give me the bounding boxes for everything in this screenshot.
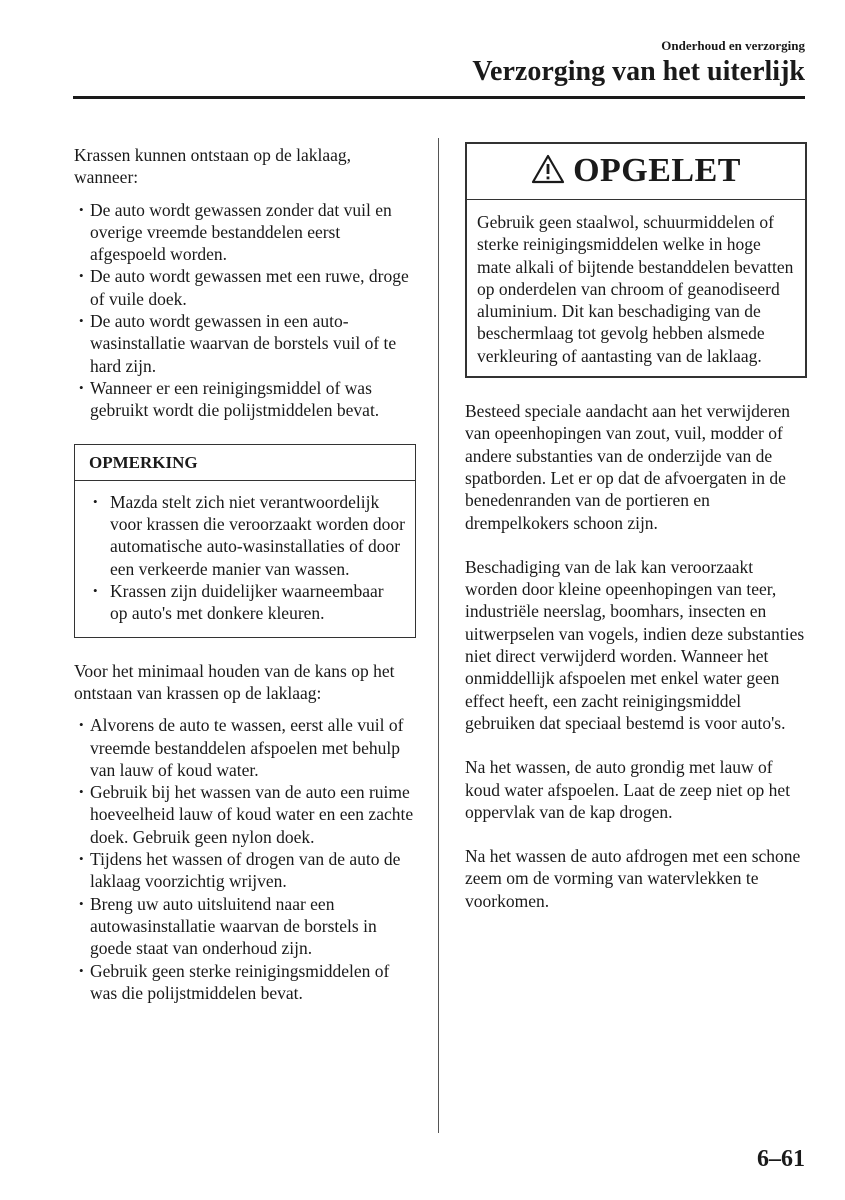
column-divider bbox=[438, 138, 439, 1133]
note-body bbox=[75, 481, 415, 637]
right-column bbox=[465, 142, 807, 912]
header-rule bbox=[73, 96, 805, 99]
list-item: • Gebruik bij het wassen van de auto een ruime hoeveelheid lauw of koud water en een zachte doek. Gebruik geen nylon doek. bbox=[74, 781, 416, 848]
list-item: • Wanneer er een reinigingsmiddel of was gebruikt wordt die polijstmiddelen bevat. bbox=[74, 377, 416, 422]
prevention-list bbox=[74, 714, 416, 1004]
section-label: Onderhoud en verzorging bbox=[661, 38, 805, 53]
list-item: • De auto wordt gewassen in een autowasinstallatie waarvan de borstels vuil of te hard zijn. bbox=[74, 310, 416, 377]
page-title: Verzorging van het uiterlijk bbox=[472, 56, 805, 87]
paragraph: Na het wassen de auto afdrogen met een schone zeem om de vorming van watervlekken te voorkomen. bbox=[465, 846, 801, 911]
note-list bbox=[93, 491, 405, 625]
warning-box bbox=[465, 142, 807, 378]
warning-header bbox=[467, 144, 805, 200]
warning-text: Gebruik geen staalwol, schuurmiddelen of sterke reinigingsmiddelen welke in hoge mate alkali of bijtende bestanddelen bevatten op onderdelen van chroom of geanodiseerd aluminium. Dit kan beschadiging van de beschermlaag tot gevolg hebben alsmede verkleuring of aantasting van de laklaag. bbox=[477, 212, 794, 366]
list-item: • De auto wordt gewassen met een ruwe, droge of vuile doek. bbox=[74, 265, 416, 310]
list-item: • Breng uw auto uitsluitend naar een autowasinstallatie waarvan de borstels in goede staat van onderhoud zijn. bbox=[74, 893, 416, 960]
list-item: • Tijdens het wassen of drogen van de auto de laklaag voorzichtig wrijven. bbox=[74, 848, 416, 893]
list-item: • Gebruik geen sterke reinigingsmiddelen of was die polijstmiddelen bevat. bbox=[74, 960, 416, 1005]
scratch-intro: Krassen kunnen ontstaan op de laklaag, wanneer: bbox=[74, 145, 352, 188]
warning-heading: OPGELET bbox=[573, 152, 741, 190]
list-item: • Alvorens de auto te wassen, eerst alle vuil of vreemde bestanddelen afspoelen met behulp van lauw of koud water. bbox=[74, 714, 416, 781]
paragraph: Beschadiging van de lak kan veroorzaakt worden door kleine opeenhopingen van teer, industriële neerslag, boomhars, insecten en uitwerpselen van vogels, indien deze substanties niet direct verwijderd worden. Wanneer het onmiddellijk afspoelen met enkel water geen effect heeft, een zacht reinigingsmiddel gebruiken dat speciaal bestemd is voor auto's. bbox=[465, 556, 805, 733]
note-heading: OPMERKING bbox=[75, 445, 415, 481]
list-item: • De auto wordt gewassen zonder dat vuil en overige vreemde bestanddelen eerst afgespoeld worden. bbox=[74, 199, 416, 266]
page-number: 6–61 bbox=[757, 1146, 805, 1172]
warning-triangle-icon bbox=[531, 154, 565, 189]
paragraph: Besteed speciale aandacht aan het verwijderen van opeenhopingen van zout, vuil, modder of andere substanties van de onderzijde van de spatborden. Let er op dat de afvoergaten in de benedenranden van de portieren en drempelkokers schoon zijn. bbox=[465, 401, 791, 533]
list-item: • Mazda stelt zich niet verantwoordelijk voor krassen die veroorzaakt worden door automatische auto-wasinstallaties of door een verkeerde manier van wassen. bbox=[93, 491, 405, 580]
prevention-intro: Voor het minimaal houden van de kans op het ontstaan van krassen op de laklaag: bbox=[74, 660, 395, 703]
left-column bbox=[74, 144, 416, 1004]
note-box bbox=[74, 444, 416, 638]
paragraph: Na het wassen, de auto grondig met lauw of koud water afspoelen. Laat de zeep niet op het oppervlak van de kap drogen. bbox=[465, 757, 791, 822]
list-item: • Krassen zijn duidelijker waarneembaar op auto's met donkere kleuren. bbox=[93, 580, 405, 625]
scratch-causes-list bbox=[74, 199, 416, 422]
